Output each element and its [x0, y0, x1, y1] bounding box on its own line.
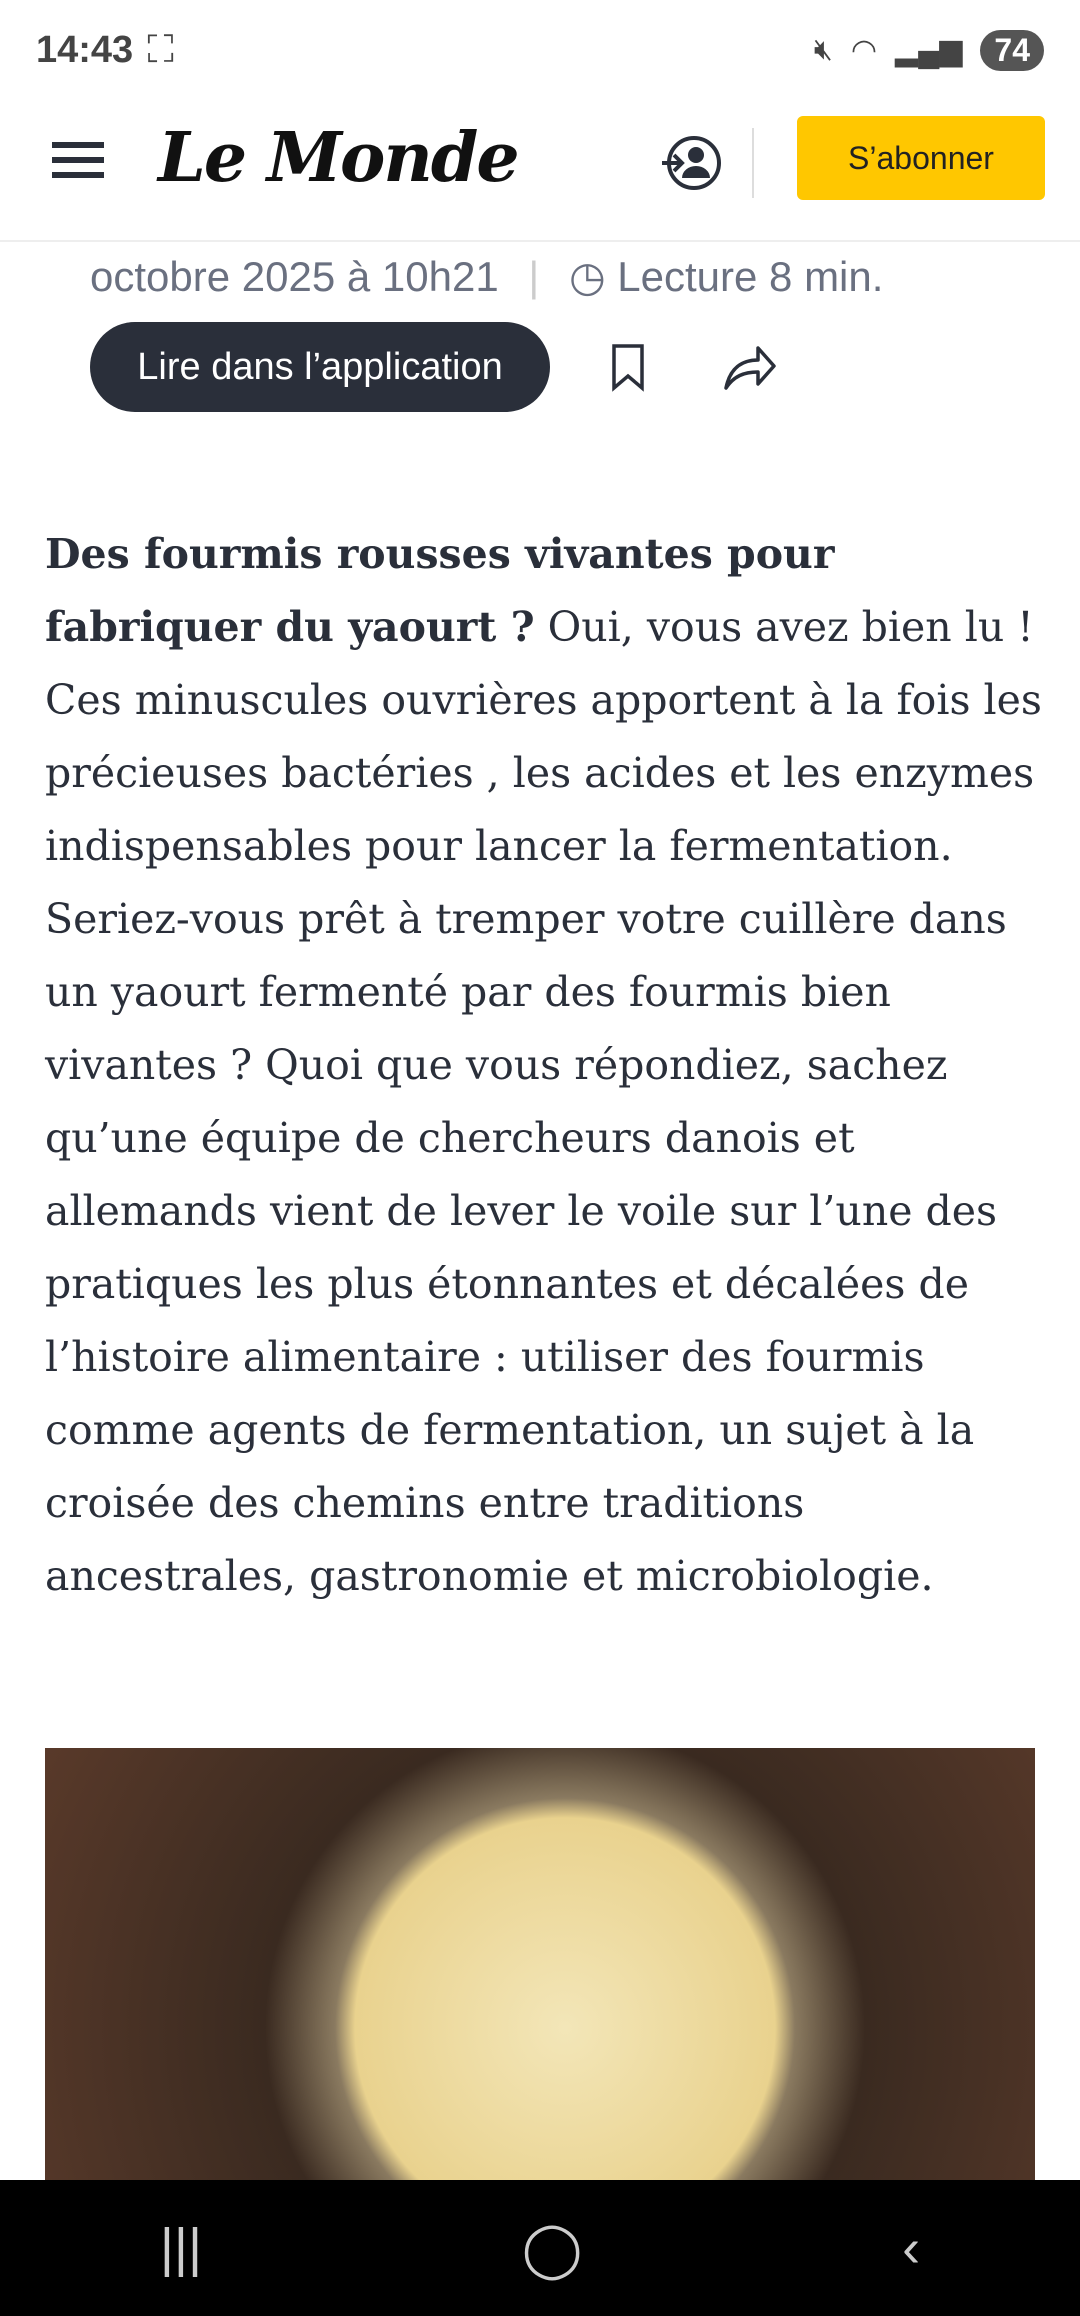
signal-icon: ▂▄▆	[895, 33, 963, 67]
clock-icon: ◷	[568, 253, 606, 300]
screenshot-icon: ⛶	[147, 28, 174, 71]
home-icon[interactable]: ◯	[521, 2218, 583, 2279]
status-bar	[0, 0, 1080, 100]
subscribe-button[interactable]: S’abonner	[797, 116, 1045, 200]
article-image[interactable]	[45, 1748, 1035, 2188]
share-icon[interactable]	[722, 342, 778, 392]
reading-time: Lecture 8 min.	[617, 253, 884, 300]
read-in-app-button[interactable]: Lire dans l’application	[90, 322, 550, 412]
lead-text: Des fourmis rousses vivantes pour fabriquer du yaourt ?	[45, 530, 835, 651]
divider	[752, 128, 754, 198]
article-intro	[45, 518, 1045, 1613]
back-icon[interactable]: ‹	[902, 2218, 921, 2278]
le-monde-logo[interactable]: Le Monde	[158, 118, 518, 198]
clock: 14:43	[36, 28, 134, 71]
publish-date: octobre 2025 à 10h21	[90, 253, 499, 300]
bookmark-icon[interactable]	[608, 342, 648, 392]
separator: |	[528, 253, 540, 300]
site-header	[0, 100, 1080, 242]
login-icon[interactable]	[660, 132, 722, 194]
menu-icon[interactable]	[52, 142, 104, 178]
battery-indicator: 74	[980, 30, 1044, 71]
body-text: Oui, vous avez bien lu ! Ces minuscules ouvrières apportent à la fois les précieuses bactéries , les acides et les enzymes indispensables pour lancer la fermentation. Seriez-vous prêt à tremper votre cuillère dans un yaourt fermenté par des fourmis bien vivantes ? Quoi que vous répondiez, sachez qu’une équipe de chercheurs danois et allemands vient de lever le voile sur l’une des pratiques les plus étonnantes et décalées de l’histoire alimentaire : utiliser des fourmis comme agents de fermentation, un sujet à la croisée des chemins entre traditions ancestrales, gastronomie et microbiologie.	[45, 603, 1042, 1600]
wifi-icon: ◠	[850, 33, 877, 67]
system-nav-bar	[0, 2180, 1080, 2316]
article-meta	[90, 252, 883, 302]
mute-icon: 🔇︎	[813, 33, 833, 66]
recent-apps-icon[interactable]: |||	[159, 2218, 202, 2278]
